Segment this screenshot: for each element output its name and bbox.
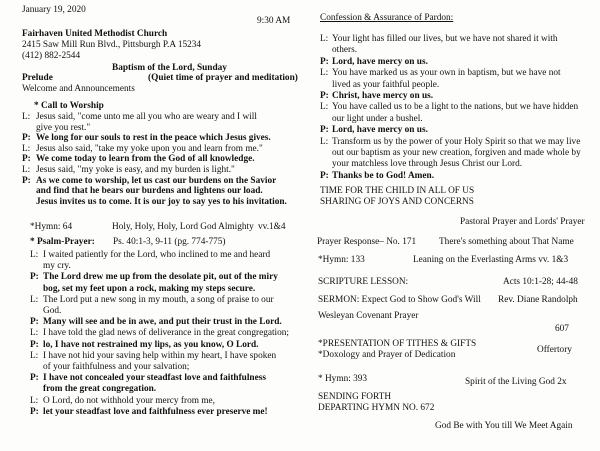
litany-line: and find that he bears our burdens and lightens our load.	[36, 186, 263, 197]
church-address: 2415 Saw Mill Run Blvd., Pittsburgh P.A 15234	[22, 40, 202, 50]
speaker-label: L:	[320, 102, 329, 113]
speaker-label: P:	[22, 154, 31, 165]
hymn-2-label: *Hymn: 133	[318, 255, 365, 265]
speaker-label: P:	[320, 170, 329, 181]
prelude-note: (Quiet time of prayer and meditation)	[148, 73, 298, 83]
speaker-label: P:	[30, 339, 39, 350]
speaker-label: L:	[22, 165, 31, 175]
speaker-label: P:	[22, 175, 31, 186]
litany-line: let your steadfast love and faithfulness ever preserve me!	[43, 406, 268, 417]
departing-hymn: DEPARTING HYMN NO. 672	[318, 403, 435, 413]
confession-title: Confession & Assurance of Pardon:	[320, 13, 454, 23]
scripture-reference: Acts 10:1-28; 44-48	[503, 277, 578, 287]
speaker-label: P:	[30, 373, 39, 384]
litany-line: Thanks be to God! Amen.	[332, 170, 435, 181]
litany-line: give you rest."	[36, 122, 91, 133]
welcome-announcements: Welcome and Announcements	[22, 84, 135, 94]
speaker-label: L:	[320, 68, 329, 79]
speaker-label: L:	[30, 328, 39, 339]
hymn-1-verses: vv.1&4	[258, 222, 286, 232]
service-time: 9:30 AM	[257, 16, 291, 26]
speaker-label: P:	[22, 133, 31, 144]
time-for-child: TIME FOR THE CHILD IN ALL OF US	[320, 186, 475, 196]
service-title: Baptism of the Lord, Sunday	[112, 63, 227, 73]
hymn-1-label: *Hymn: 64	[30, 222, 73, 232]
litany-line: Jesus invites us to come. It is our joy to say yes to his invitation.	[36, 196, 287, 207]
speaker-label: P:	[320, 56, 329, 67]
litany-line: bog, set my feet upon a rock, making my steps secure.	[43, 283, 256, 294]
church-phone: (412) 882-2544	[22, 51, 81, 61]
litany-line: Transform us by the power of your Holy Spirit so that we may live	[332, 136, 581, 147]
litany-line: from the great congregation.	[43, 384, 157, 395]
speaker-label: L:	[22, 112, 31, 122]
litany-line: of your faithfulness and your salvation;	[43, 362, 190, 372]
litany-line: your matchless love through Jesus Christ our Lord.	[332, 159, 523, 170]
church-name: Fairhaven United Methodist Church	[22, 29, 168, 39]
doxology-dedication: *Doxology and Prayer of Dedication	[318, 350, 456, 360]
presentation-tithes-gifts: *PRESENTATION OF TITHES & GIFTS	[318, 339, 477, 349]
sharing-joys-concerns: SHARING OF JOYS AND CONCERNS	[320, 197, 474, 207]
litany-line: You have marked us as your own in baptism, but we have not	[332, 68, 561, 79]
speaker-label: L:	[30, 350, 39, 361]
litany-line: others.	[332, 45, 358, 56]
sermon-title: SERMON: Expect God to Show God's Will	[318, 295, 481, 305]
litany-line: I have not concealed your steadfast love and faithfulness	[43, 373, 266, 384]
speaker-label: L:	[30, 294, 39, 305]
litany-line: Jesus said, "my yoke is easy, and my burden is light."	[36, 165, 235, 175]
speaker-label: P:	[320, 91, 329, 101]
prelude-label: Prelude	[22, 73, 53, 83]
speaker-label: L:	[30, 250, 39, 260]
litany-line: As we come to worship, let us cast our burdens on the Savior	[36, 175, 277, 186]
litany-line: Jesus said, "come unto me all you who are weary and I will	[36, 112, 257, 122]
litany-line: my cry.	[43, 261, 71, 272]
psalm-reference: Ps. 40:1-3, 9-11 (pg. 774-775)	[113, 237, 226, 247]
litany-line: I have told the glad news of deliverance in the great congregation;	[43, 328, 290, 339]
hymn-3-title: Spirit of the Living God 2x	[465, 377, 567, 387]
scripture-lesson-label: SCRIPTURE LESSON:	[318, 277, 409, 287]
litany-line: God.	[43, 306, 62, 316]
hymn-3-label: * Hymn: 393	[318, 374, 368, 384]
litany-line: I have not hid your saving help within my heart, I have spoken	[43, 350, 277, 361]
litany-line: lived as your faithful people.	[332, 79, 440, 90]
speaker-label: L:	[22, 143, 31, 154]
prayer-response-title: There's something about That Name	[439, 237, 574, 247]
hymn-1-title: Holy, Holy, Holy, Lord God Almighty	[112, 222, 254, 232]
litany-line: Your light has filled our lives, but we have not shared it with	[332, 34, 558, 44]
litany-line: We long for our souls to rest in the peace which Jesus gives.	[36, 133, 271, 144]
litany-line: You have called us to be a light to the nations, but we have hidden	[332, 102, 579, 113]
litany-line: Jesus also said, "take my yoke upon you and learn from me."	[36, 143, 263, 154]
speaker-label: P:	[320, 125, 329, 136]
litany-line: The Lord put a new song in my mouth, a song of praise to our	[43, 294, 274, 305]
psalm-prayer-title: * Psalm-Prayer:	[30, 237, 95, 247]
litany-line: out our baptism as your new creation, forgiven and made whole by	[332, 148, 581, 158]
litany-line: I waited patiently for the Lord, who inclined to me and heard	[43, 250, 271, 260]
hymn-2-title: Leaning on the Everlasting Arms vv. 1&3	[413, 255, 569, 265]
pastoral-prayer: Pastoral Prayer and Lords' Prayer	[460, 217, 585, 227]
speaker-label: L:	[30, 395, 39, 406]
litany-line: lo, I have not restrained my lips, as you know, O Lord.	[43, 339, 259, 350]
litany-line: Many will see and be in awe, and put their trust in the Lord.	[43, 317, 282, 328]
speaker-label: P:	[30, 272, 39, 283]
litany-line: Christ, have mercy on us.	[332, 91, 434, 101]
litany-line: The Lord drew me up from the desolate pit, out of the miry	[43, 272, 278, 283]
prayer-response-label: Prayer Response– No. 171	[317, 237, 417, 247]
speaker-label: P:	[30, 406, 39, 417]
speaker-label: L:	[320, 34, 329, 44]
departing-hymn-title: God Be with You till We Meet Again	[435, 421, 573, 431]
covenant-prayer: Wesleyan Covenant Prayer	[318, 311, 419, 321]
service-date: January 19, 2020	[22, 5, 86, 15]
call-to-worship-title: * Call to Worship	[34, 101, 104, 111]
litany-line: We come today to learn from the God of all knowledge.	[36, 154, 255, 165]
litany-line: our light under a bushel.	[332, 113, 423, 124]
speaker-label: L:	[320, 136, 329, 147]
offertory: Offertory	[537, 345, 572, 355]
litany-line: Lord, have mercy on us.	[332, 125, 428, 136]
litany-line: Lord, have mercy on us.	[332, 56, 428, 67]
sermon-preacher: Rev. Diane Randolph	[498, 295, 578, 305]
speaker-label: P:	[30, 317, 39, 328]
covenant-number: 607	[555, 324, 569, 334]
litany-line: O Lord, do not withhold your mercy from me,	[43, 395, 215, 406]
sending-forth: SENDING FORTH	[318, 392, 392, 402]
